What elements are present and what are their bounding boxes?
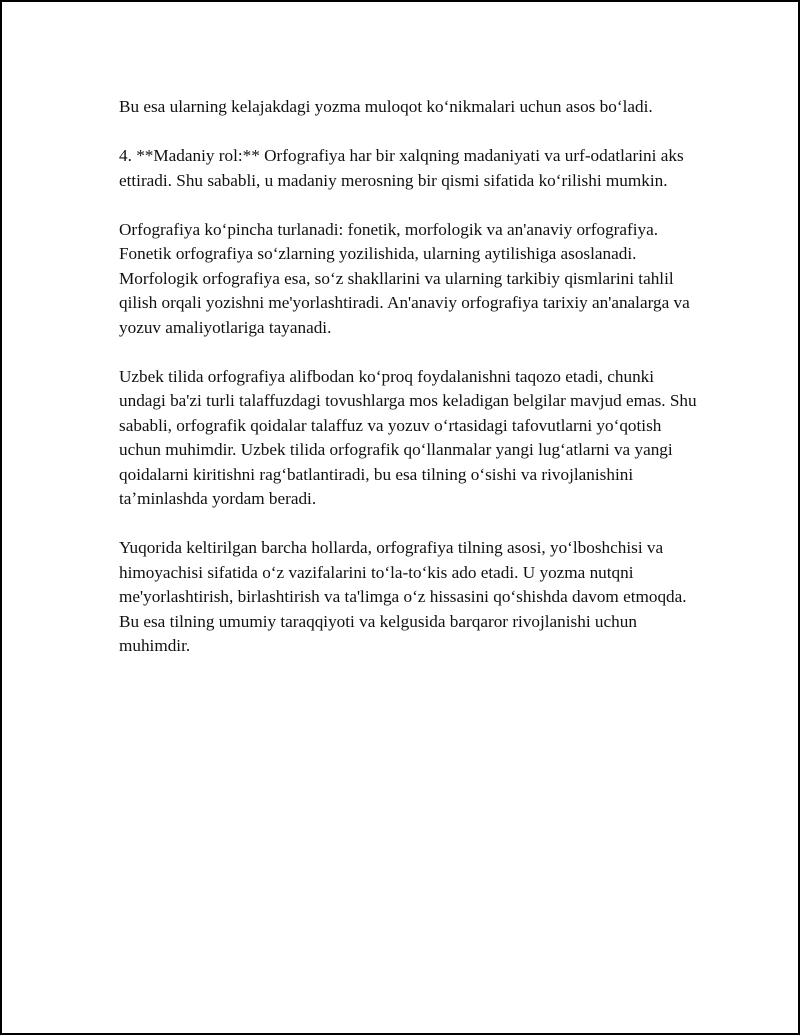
paragraph: Uzbek tilida orfografiya alifbodan koʻproq foydalanishni taqozo etadi, chunki undagi ba'zi turli talaffuzdagi tovushlarga mos keladigan belgilar mavjud emas. Shu sababli, orfografik qoidalar talaffuz va yozuv oʻrtasidagi tafovutlarni yoʻqotish uchun muhimdir. Uzbek tilida orfografik qoʻllanmalar yangi lugʻatlarni va yangi qoidalarni kiritishni ragʻbatlantiradi, bu esa tilning oʻsishi va rivojlanishini taʼminlashda yordam beradi. <box>119 366 697 508</box>
paragraph: Yuqorida keltirilgan barcha hollarda, orfografiya tilning asosi, yoʻlboshchisi va himoyachisi sifatida oʻz vazifalarini toʻla-toʻkis ado etadi. U yozma nutqni me'yorlashtirish, birlashtirish va ta'limga oʻz hissasini qoʻshishda davom etmoqda. Bu esa tilning umumiy taraqqiyoti va kelgusida barqaror rivojlanishi uchun muhimdir. <box>119 538 687 655</box>
document-body <box>119 95 699 683</box>
paragraph: Orfografiya koʻpincha turlanadi: fonetik, morfologik va an'anaviy orfografiya. Fonetik orfografiya soʻzlarning yozilishida, ularning aytilishiga asoslanadi. Morfologik orfografiya esa, soʻz shakllarini va ularning tarkibiy qismlarini tahlil qilish orqali yozishni me'yorlashtiradi. An'anaviy orfografiya tarixiy an'analarga va yozuv amaliyotlariga tayanadi. <box>119 219 690 337</box>
paragraph: Bu esa ularning kelajakdagi yozma muloqot koʻnikmalari uchun asos boʻladi. <box>119 97 653 116</box>
paragraph: 4. **Madaniy rol:** Orfografiya har bir xalqning madaniyati va urf-odatlarini aks ettiradi. Shu sababli, u madaniy merosning bir qismi sifatida koʻrilishi mumkin. <box>119 146 684 190</box>
